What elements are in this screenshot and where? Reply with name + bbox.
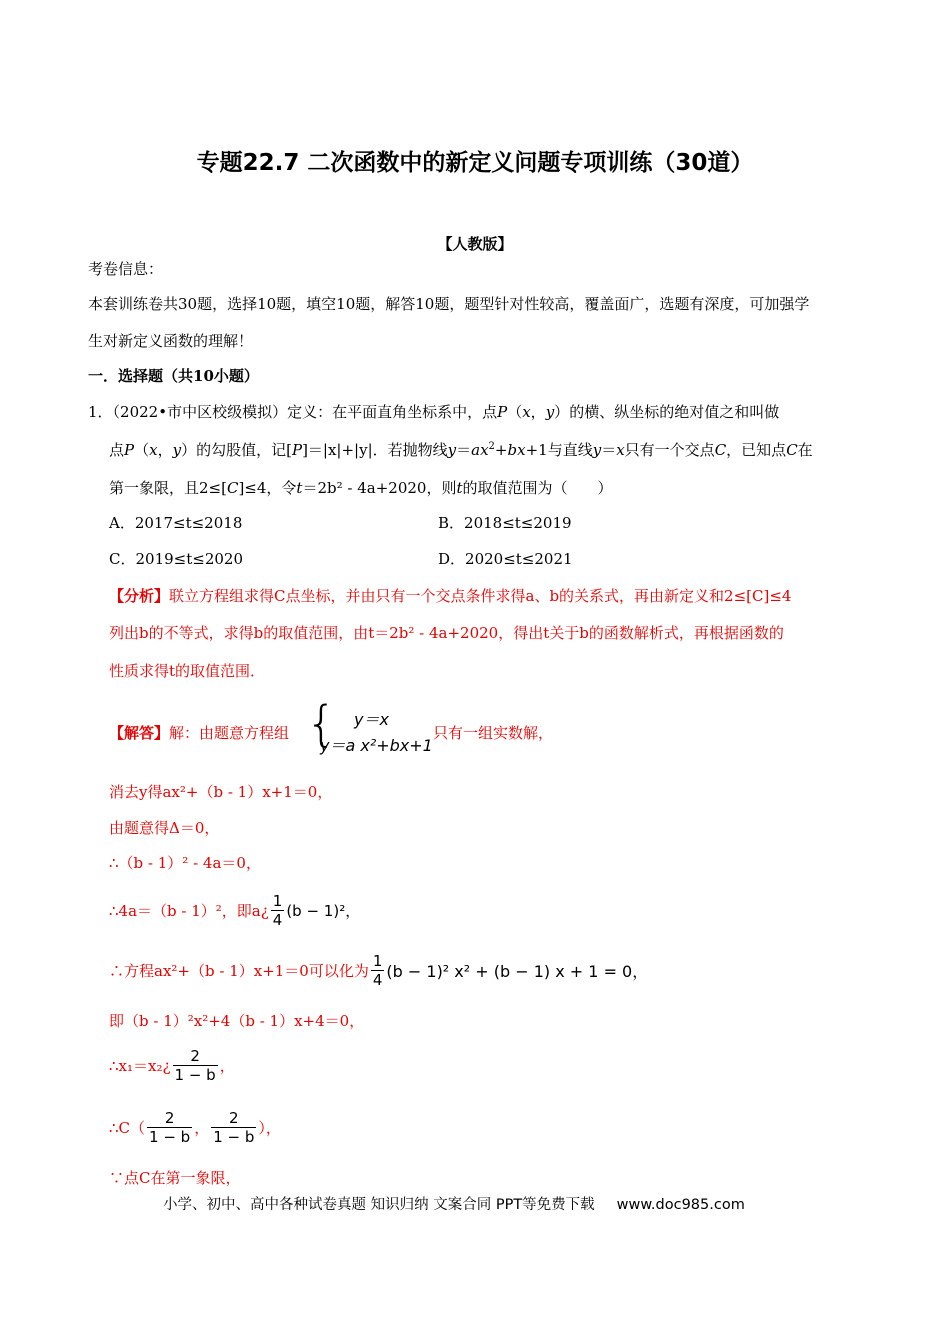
question-1-line-1: 1．（2022•市中区校级模拟）定义：在平面直角坐标系中，点P（x，y）的横、纵坐标的绝对值之和叫做 [88, 403, 780, 421]
section-heading: 一．选择题（共10小题） [88, 367, 259, 385]
footer-url[interactable]: www.doc985.com [616, 1197, 745, 1213]
intro-line-1: 本套训练卷共30题，选择10题，填空10题，解答10题，题型针对性较高，覆盖面广，选题有深度，可加强学 [88, 295, 810, 313]
question-1-line-2: 点P（x，y）的勾股值，记[P]＝|x|+|y|．若抛物线$y=ax^2+bx+1$与直线y＝x只有一个交点C，已知点C在 [109, 441, 813, 459]
solution-step-5: ∴方程ax²+（b - 1）x+1＝0可以化为 $\frac{1}{4}$ (b − 1)² x² + (b − 1) x + 1 = 0， [109, 952, 649, 989]
solution-step-3: ∴（b - 1）² - 4a＝0， [109, 854, 261, 872]
footer-text: 小学、初中、高中各种试卷真题 知识归纳 文案合同 PPT等免费下载 [163, 1197, 595, 1213]
option-a[interactable]: A．2017≤t≤2018 [109, 514, 243, 532]
page-footer [163, 1193, 745, 1214]
solution-step-4: ∴4a＝（b - 1）²，即a¿ $\frac{1}{4}$ (b − 1)²， [109, 892, 361, 929]
solution-lead-tail: 只有一组实数解， [433, 724, 554, 742]
solution-step-7: ∴x₁＝x₂¿ $\frac{2}{1 - b}$ ， [109, 1047, 235, 1084]
solution-step-9: ∵点C在第一象限， [109, 1169, 241, 1187]
question-source: （2022•市中区校级模拟） [112, 403, 288, 421]
equation-1: y＝x [354, 710, 389, 729]
question-1-line-3: 第一象限，且2≤[C]≤4，令t＝2b² - 4a+2020，则t的取值范围为（ ） [109, 479, 613, 497]
edition-label: 【人教版】 [437, 235, 513, 253]
analysis-line-2: 列出b的不等式，求得b的取值范围，由t＝2b² - 4a+2020，得出t关于b的函数解析式，再根据函数的 [109, 624, 784, 642]
solution-lead: 【解答】解：由题意方程组 [109, 724, 290, 742]
exam-info-label: 考卷信息： [88, 260, 164, 278]
fraction-two-over-one-minus-b: $\frac{2}{1 - b}$ [174, 1047, 216, 1084]
option-b[interactable]: B．2018≤t≤2019 [438, 514, 572, 532]
option-d[interactable]: D．2020≤t≤2021 [438, 550, 573, 568]
fraction-one-quarter-2: $\frac{1}{4}$ [372, 952, 383, 989]
analysis-line-1: 【分析】联立方程组求得C点坐标，并由只有一个交点条件求得a、b的关系式，再由新定义和2≤[C]≤4 [109, 587, 792, 605]
solution-step-6: 即（b - 1）²x²+4（b - 1）x+4＝0， [109, 1012, 365, 1030]
point-c-y-fraction: $\frac{2}{1 - b}$ [213, 1109, 255, 1146]
analysis-tag: 【分析】 [109, 587, 170, 605]
solution-step-2: 由题意得Δ＝0， [109, 819, 220, 837]
question-number: 1． [88, 403, 113, 421]
analysis-line-3: 性质求得t的取值范围． [109, 662, 266, 680]
solution-step-8: ∴C（ $\frac{2}{1 - b}$ ， $\frac{2}{1 - b}$ ）， [109, 1109, 281, 1146]
fraction-one-quarter: $\frac{1}{4}$ [272, 892, 283, 929]
intro-line-2: 生对新定义函数的理解！ [88, 332, 254, 350]
page-title: 专题22.7 二次函数中的新定义问题专项训练（30道） [196, 150, 754, 176]
solution-step-1: 消去y得ax²+（b - 1）x+1＝0， [109, 783, 333, 801]
solution-tag: 【解答】 [109, 724, 170, 742]
point-c-x-fraction: $\frac{2}{1 - b}$ [149, 1109, 191, 1146]
left-brace: { [306, 696, 337, 752]
option-c[interactable]: C．2019≤t≤2020 [109, 550, 243, 568]
equation-2: y＝a x²+bx+1 [320, 736, 433, 755]
